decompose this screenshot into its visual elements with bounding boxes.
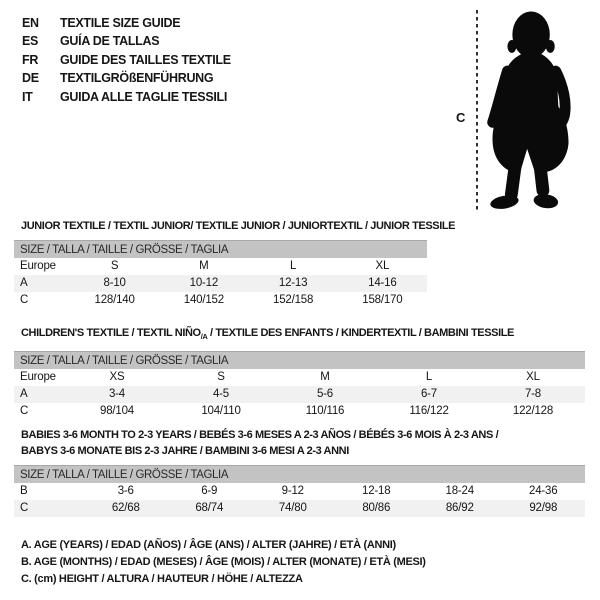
legend-line-b: B. AGE (MONTHS) / EDAD (MESES) / ÂGE (MOIS) / ALTER (MONATE) / ETÀ (MESI) <box>21 556 426 568</box>
language-title: GUÍA DE TALLAS <box>60 34 160 49</box>
size-cell: XL <box>375 260 390 272</box>
table-row <box>14 483 585 500</box>
babies-size-table <box>14 465 585 517</box>
junior-table-title: JUNIOR TEXTILE / TEXTIL JUNIOR/ TEXTILE JUNIOR / JUNIORTEXTIL / JUNIOR TESSILE <box>21 220 456 232</box>
table-row <box>14 403 585 420</box>
language-row <box>22 69 231 87</box>
size-cell: 68/74 <box>195 502 224 514</box>
language-title: TEXTILE SIZE GUIDE <box>60 16 181 30</box>
row-label: C <box>20 294 29 306</box>
childrens-table-title <box>14 325 585 345</box>
language-row <box>22 32 231 50</box>
language-row <box>22 14 231 32</box>
table-row <box>14 369 585 386</box>
size-table-header: SIZE / TALLA / TAILLE / GRÖSSE / TAGLIA <box>14 465 585 483</box>
junior-size-table <box>14 240 427 309</box>
language-code: IT <box>22 89 33 104</box>
row-label: Europe <box>20 260 56 272</box>
size-cell: 74/80 <box>278 502 307 514</box>
table-row <box>14 258 427 275</box>
size-cell: 158/170 <box>362 294 403 306</box>
size-cell: 152/158 <box>273 294 314 306</box>
table-row <box>14 500 585 517</box>
size-cell: 92/98 <box>529 502 558 514</box>
childrens-size-table <box>14 351 585 420</box>
size-cell: 10-12 <box>189 277 219 289</box>
language-title: TEXTILGRÖßENFÜHRUNG <box>60 71 214 86</box>
language-code: DE <box>22 71 39 86</box>
size-cell: 4-5 <box>212 388 230 401</box>
table-row <box>14 275 427 292</box>
language-row <box>22 51 231 69</box>
size-cell: 7-8 <box>524 388 542 401</box>
size-cell: 110/116 <box>305 405 345 418</box>
size-cell: M <box>199 260 209 272</box>
legend-line-c: C. (cm) HEIGHT / ALTURA / HAUTEUR / HÖHE / ALTEZZA <box>21 573 303 585</box>
size-cell: 3-6 <box>117 485 134 497</box>
size-cell: XS <box>109 371 125 384</box>
size-cell: 140/152 <box>183 294 224 306</box>
size-cell: 116/122 <box>409 405 449 418</box>
row-label: C <box>20 502 29 514</box>
row-label: A <box>20 388 28 401</box>
size-cell: 104/110 <box>201 405 241 418</box>
size-cell: 6-7 <box>420 388 438 401</box>
language-list <box>22 14 231 106</box>
size-cell: 12-13 <box>278 277 308 289</box>
size-cell: 8-10 <box>103 277 126 289</box>
row-label: B <box>20 485 28 497</box>
height-measurement-figure <box>450 8 598 214</box>
table-row <box>14 292 427 309</box>
table-rows <box>14 258 427 309</box>
toddler-silhouette <box>487 9 587 212</box>
size-cell: 14-16 <box>368 277 397 289</box>
babies-textile-section <box>14 427 585 517</box>
row-label: A <box>20 277 28 289</box>
size-cell: 122/128 <box>512 405 554 418</box>
size-table-header: SIZE / TALLA / TAILLE / GRÖSSE / TAGLIA <box>14 240 427 258</box>
language-code: EN <box>22 16 39 30</box>
table-rows <box>14 369 585 420</box>
language-title: GUIDA ALLE TAGLIE TESSILI <box>60 89 228 104</box>
legend <box>14 537 426 588</box>
size-cell: S <box>110 260 119 272</box>
title-text: / TEXTILE DES ENFANTS / KINDERTEXTIL / BAMBINI TESSILE <box>207 327 514 339</box>
title-subscript: /A <box>200 332 208 342</box>
dashed-measure-line <box>476 10 478 211</box>
size-cell: 62/68 <box>111 502 140 514</box>
language-code: FR <box>22 52 39 67</box>
size-cell: 12-18 <box>362 485 391 497</box>
language-title: GUIDE DES TAILLES TEXTILE <box>60 52 231 67</box>
size-cell: 86/92 <box>445 502 474 514</box>
size-cell: 3-4 <box>108 388 126 401</box>
size-cell: XL <box>526 371 540 384</box>
table-rows <box>14 483 585 517</box>
size-cell: S <box>217 371 225 384</box>
babies-table-title-line-1: BABIES 3-6 MONTH TO 2-3 YEARS / BEBÉS 3-6 MESES A 2-3 AÑOS / BÉBÉS 3-6 MOIS À 2-3 ANS / <box>21 429 499 441</box>
row-label: Europe <box>20 371 56 384</box>
junior-textile-section <box>14 218 456 309</box>
title-text: CHILDREN'S TEXTILE / TEXTIL NIÑO <box>21 327 201 339</box>
babies-table-title <box>14 427 585 459</box>
language-row <box>22 88 231 106</box>
language-code: ES <box>22 34 39 49</box>
size-cell: M <box>320 371 330 384</box>
row-label: C <box>20 405 29 418</box>
table-row <box>14 386 585 403</box>
size-cell: 80/86 <box>362 502 391 514</box>
size-cell: L <box>425 371 433 384</box>
size-cell: 24-36 <box>529 485 558 497</box>
childrens-textile-section <box>14 325 585 420</box>
size-cell: 98/104 <box>100 405 134 418</box>
size-cell: 5-6 <box>316 388 334 401</box>
size-cell: 9-12 <box>281 485 304 497</box>
size-cell: 128/140 <box>94 294 135 306</box>
size-table-header: SIZE / TALLA / TAILLE / GRÖSSE / TAGLIA <box>14 351 585 369</box>
size-cell: L <box>290 260 297 272</box>
babies-table-title-line-2: BABYS 3-6 MONATE BIS 2-3 JAHRE / BAMBINI 3-6 MESI A 2-3 ANNI <box>21 445 349 457</box>
legend-line-a: A. AGE (YEARS) / EDAD (AÑOS) / ÂGE (ANS) / ALTER (JAHRE) / ETÀ (ANNI) <box>21 539 396 551</box>
size-cell: 6-9 <box>201 485 218 497</box>
height-measure-label: C <box>456 110 466 125</box>
size-cell: 18-24 <box>445 485 474 497</box>
